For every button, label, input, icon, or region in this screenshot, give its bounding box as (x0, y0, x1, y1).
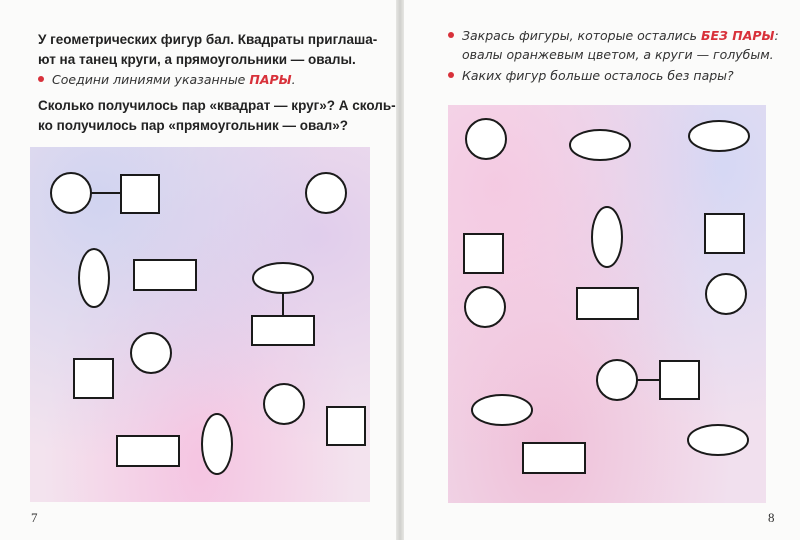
oval-shape[interactable] (592, 207, 622, 267)
color-task-text: Закрась фигуры, которые остались (462, 28, 701, 43)
color-task-line-2: овалы оранжевым цветом, а круги — голубым. (462, 47, 774, 62)
rectangle-shape[interactable] (134, 260, 196, 290)
rectangle-shape[interactable] (523, 443, 585, 473)
oval-shape[interactable] (253, 263, 313, 293)
question-line-2: ко получилось пар «прямоугольник — овал»? (38, 118, 349, 133)
remaining-question-text: Каких фигур больше осталось без пары? (462, 68, 734, 83)
circle-shape[interactable] (465, 287, 505, 327)
oval-shape[interactable] (688, 425, 748, 455)
circle-shape[interactable] (466, 119, 506, 159)
page-number-left: 7 (31, 510, 38, 525)
circle-shape[interactable] (51, 173, 91, 213)
square-shape[interactable] (660, 361, 699, 399)
connect-task-text: Соедини линиями указанные (52, 72, 250, 87)
question-line-1: Сколько получилось пар «квадрат — круг»? А сколь- (38, 98, 396, 113)
square-shape[interactable] (121, 175, 159, 213)
oval-shape[interactable] (202, 414, 232, 474)
rectangle-shape[interactable] (117, 436, 179, 466)
page-number-right: 8 (768, 510, 775, 525)
circle-shape[interactable] (706, 274, 746, 314)
connect-task-suffix: . (291, 72, 296, 87)
circle-shape[interactable] (131, 333, 171, 373)
color-task-suffix: : (774, 28, 779, 43)
square-shape[interactable] (464, 234, 503, 273)
rectangle-shape[interactable] (577, 288, 638, 319)
square-shape[interactable] (74, 359, 113, 398)
circle-shape[interactable] (597, 360, 637, 400)
color-task-accent: БЕЗ ПАРЫ (700, 28, 775, 43)
circle-shape[interactable] (306, 173, 346, 213)
connect-task-accent: ПАРЫ (249, 72, 292, 87)
intro-line-1: У геометрических фигур бал. Квадраты приглаша- (38, 32, 378, 47)
square-shape[interactable] (327, 407, 365, 445)
oval-shape[interactable] (570, 130, 630, 160)
circle-shape[interactable] (264, 384, 304, 424)
oval-shape[interactable] (689, 121, 749, 151)
square-shape[interactable] (705, 214, 744, 253)
rectangle-shape[interactable] (252, 316, 314, 345)
oval-shape[interactable] (472, 395, 532, 425)
intro-line-2: ют на танец круги, а прямоугольники — овалы. (38, 52, 356, 67)
oval-shape[interactable] (79, 249, 109, 307)
